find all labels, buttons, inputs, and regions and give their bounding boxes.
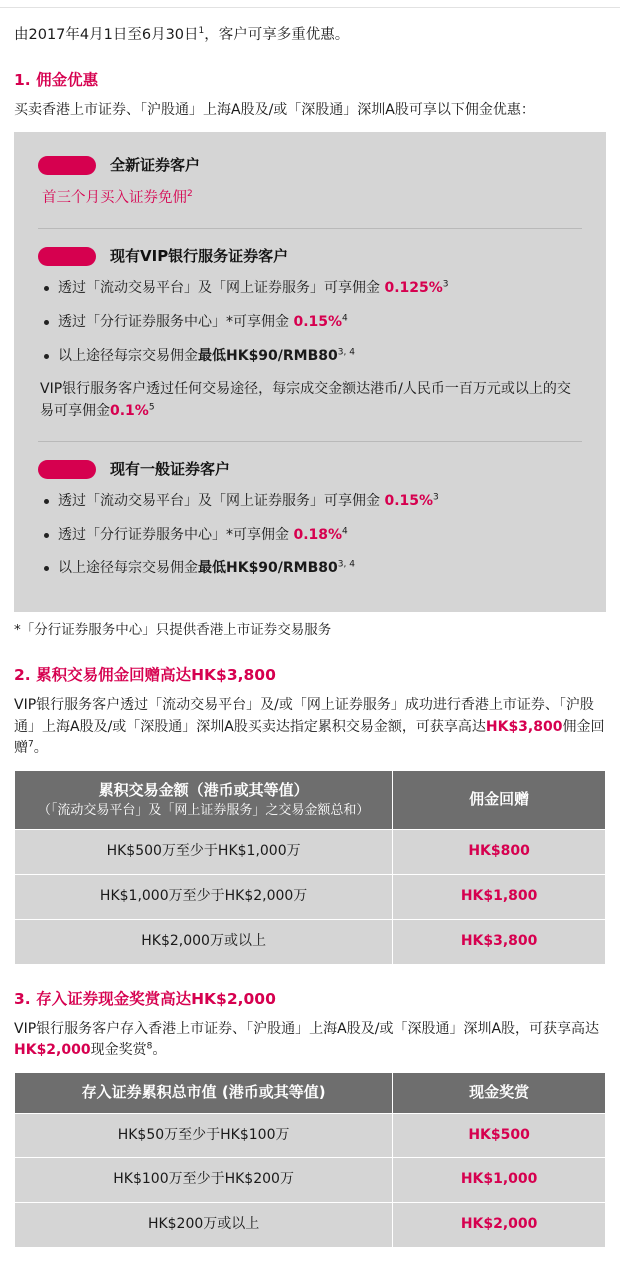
section2-para-highlight: HK$3,800 xyxy=(485,718,563,735)
pill-icon xyxy=(38,156,96,175)
intro-footnote-marker: 1 xyxy=(198,26,205,37)
section1-footnote: *「分行证券服务中心」只提供香港上市证券交易服务 xyxy=(14,621,332,638)
bullet-text: 透过「分行证券服务中心」*可享佣金 xyxy=(58,313,294,330)
intro-paragraph xyxy=(14,24,606,46)
section3-para-end: 。 xyxy=(152,1042,167,1059)
table-header-amount-main: 累积交易金额（港币或其等值） xyxy=(98,780,309,799)
section2-para-end: 。 xyxy=(33,740,48,757)
vip-million-note-value: 0.1% xyxy=(110,402,149,419)
top-divider xyxy=(0,0,620,8)
group-note-footnote-marker: 2 xyxy=(187,189,193,200)
table-cell-value: HK$500 xyxy=(393,1113,606,1158)
group-new-client-note xyxy=(42,187,582,209)
bullet-footnote-marker: 4 xyxy=(342,313,348,324)
bullet-value: 0.15% xyxy=(293,313,343,330)
bullet-value: 0.18% xyxy=(293,526,343,543)
bullet-value: 0.15% xyxy=(384,492,434,509)
table-cell-value: HK$2,000 xyxy=(393,1203,606,1248)
section2-para-part1: VIP银行服务客户透过「流动交易平台」及/或「网上证券服务」成功进行香港上市证券、「沪股通」上海A股及/或「深股通」深圳A股买卖达指定累积交易金额，可获享高达 xyxy=(14,696,594,735)
table-cell-value: HK$800 xyxy=(393,830,606,875)
commission-rebate-table xyxy=(14,770,606,965)
group-new-client-header xyxy=(38,154,582,177)
bullet-footnote-marker: 3, 4 xyxy=(337,559,355,570)
bullet-value: 最低HK$90/RMB80 xyxy=(198,347,338,364)
vip-million-note-footnote-marker: 5 xyxy=(148,402,155,413)
section2-heading: 2. 累积交易佣金回赠高达HK$3,800 xyxy=(14,665,276,684)
table-header-row xyxy=(15,770,606,830)
panel-divider xyxy=(38,441,582,442)
table-row xyxy=(15,830,606,875)
section2-footnote-marker: 7 xyxy=(28,739,34,750)
section2-para-part2: 佣金回赠 xyxy=(14,718,605,757)
vip-client-bullet-list xyxy=(38,278,582,367)
bullet-text: 以上途径每宗交易佣金 xyxy=(58,347,198,364)
bullet-text: 透过「分行证券服务中心」*可享佣金 xyxy=(58,526,294,543)
table-row xyxy=(15,1203,606,1248)
section3-para-part1: VIP银行服务客户存入香港上市证券、「沪股通」上海A股及/或「深股通」深圳A股，可获享高达 xyxy=(14,1020,600,1037)
table-cell-range: HK$100万至少于HK$200万 xyxy=(15,1158,393,1203)
bullet-text: 透过「流动交易平台」及「网上证券服务」可享佣金 xyxy=(58,492,385,509)
list-item xyxy=(38,491,582,513)
bullet-footnote-marker: 4 xyxy=(342,525,348,536)
group-title: 全新证券客户 xyxy=(110,156,201,175)
group-title: 现有一般证券客户 xyxy=(110,459,231,478)
table-cell-range: HK$200万或以上 xyxy=(15,1203,393,1248)
bullet-text: 以上途径每宗交易佣金 xyxy=(58,560,198,577)
table-header-amount-sub: （「流动交易平台」及「网上证券服务」之交易金额总和） xyxy=(37,802,370,818)
section3-footnote-marker: 8 xyxy=(146,1041,153,1052)
table-cell-range: HK$1,000万至少于HK$2,000万 xyxy=(15,875,393,920)
section2-paragraph xyxy=(14,695,606,760)
commission-offer-panel xyxy=(14,132,606,612)
table-header-cash-reward: 现金奖赏 xyxy=(393,1072,606,1113)
table-cell-value: HK$1,800 xyxy=(393,875,606,920)
list-item xyxy=(38,346,582,368)
table-header-market-value: 存入证券累积总市值 (港币或其等值) xyxy=(15,1072,393,1113)
table-header-amount xyxy=(15,770,393,830)
table-cell-range: HK$2,000万或以上 xyxy=(15,919,393,964)
table-row xyxy=(15,919,606,964)
group-vip-client-header xyxy=(38,245,582,268)
pill-icon xyxy=(38,247,96,266)
table-row xyxy=(15,875,606,920)
list-item xyxy=(38,312,582,334)
general-client-bullet-list xyxy=(38,491,582,580)
list-item xyxy=(38,558,582,580)
section3-paragraph xyxy=(14,1019,606,1062)
bullet-text: 透过「流动交易平台」及「网上证券服务」可享佣金 xyxy=(58,280,385,297)
intro-text-after: ，客户可享多重优惠。 xyxy=(204,27,350,43)
document-page xyxy=(0,24,620,1260)
section1-paragraph: 买卖香港上市证券、「沪股通」上海A股及/或「深股通」深圳A股可享以下佣金优惠： xyxy=(14,102,535,119)
vip-million-note-text: VIP银行服务客户透过任何交易途径，每宗成交金额达港币/人民币一百万元或以上的交易可享佣金 xyxy=(40,381,571,419)
section1-heading: 1. 佣金优惠 xyxy=(14,71,99,90)
bullet-footnote-marker: 3 xyxy=(433,492,439,503)
intro-text-before: 由2017年4月1日至6月30日 xyxy=(14,27,199,43)
panel-divider xyxy=(38,228,582,229)
bullet-footnote-marker: 3, 4 xyxy=(337,346,355,357)
table-header-row xyxy=(15,1072,606,1113)
list-item xyxy=(38,278,582,300)
group-note-text: 首三个月买入证券免佣 xyxy=(42,190,187,207)
table-cell-range: HK$50万至少于HK$100万 xyxy=(15,1113,393,1158)
table-cell-value: HK$3,800 xyxy=(393,919,606,964)
bullet-value: 最低HK$90/RMB80 xyxy=(198,560,338,577)
vip-million-note xyxy=(40,379,582,422)
cash-reward-table xyxy=(14,1072,606,1248)
pill-icon xyxy=(38,460,96,479)
table-row xyxy=(15,1158,606,1203)
section3-para-part2: 现金奖赏 xyxy=(90,1042,147,1059)
table-row xyxy=(15,1113,606,1158)
table-header-rebate: 佣金回赠 xyxy=(393,770,606,830)
bullet-footnote-marker: 3 xyxy=(442,279,449,290)
table-cell-range: HK$500万至少于HK$1,000万 xyxy=(15,830,393,875)
section3-heading: 3. 存入证券现金奖赏高达HK$2,000 xyxy=(14,989,276,1008)
table-cell-value: HK$1,000 xyxy=(393,1158,606,1203)
section3-para-highlight: HK$2,000 xyxy=(14,1042,91,1059)
group-general-client-header xyxy=(38,458,582,481)
group-title: 现有VIP银行服务证券客户 xyxy=(110,246,289,265)
list-item xyxy=(38,525,582,547)
bullet-value: 0.125% xyxy=(384,280,443,297)
